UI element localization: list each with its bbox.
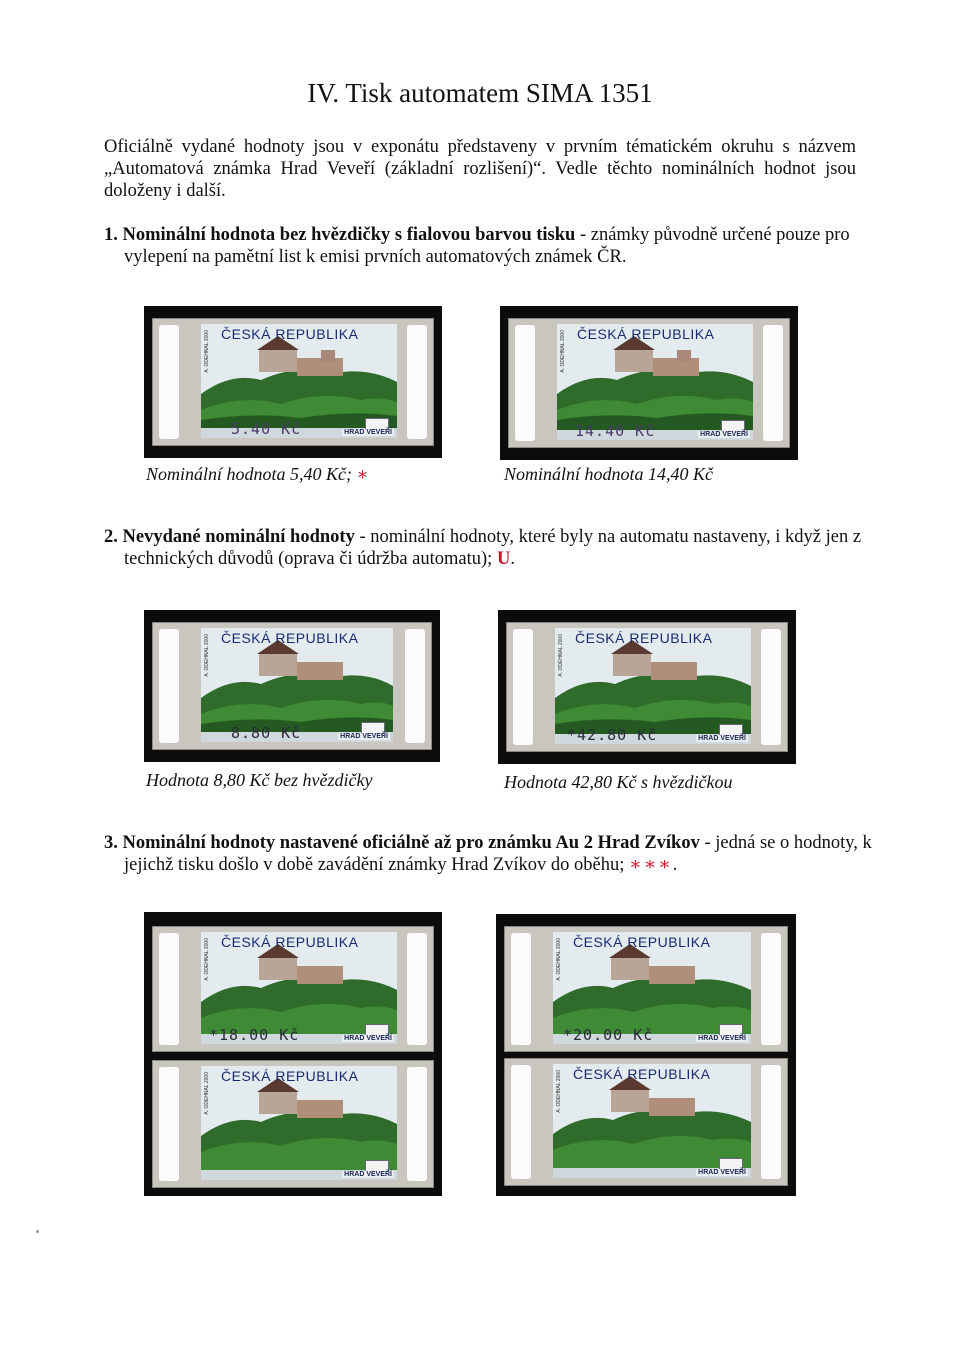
designer-text: A. ODEHNAL 2000 bbox=[560, 330, 566, 373]
section-1-heading: Nominální hodnota bez hvězdičky s fialovou barvou tisku bbox=[122, 225, 576, 245]
stamp-hrad-veveri bbox=[201, 1066, 397, 1180]
section-3 bbox=[104, 832, 876, 876]
stamp-strip bbox=[152, 926, 434, 1052]
stamp-place-label: HRAD VEVEŘÍ bbox=[344, 1171, 392, 1178]
stamp-mount-3 bbox=[144, 610, 440, 762]
blank-margin bbox=[761, 1065, 781, 1179]
caption-2: Nominální hodnota 14,40 Kč bbox=[504, 464, 714, 484]
stamp-place-label: HRAD VEVEŘÍ bbox=[698, 1169, 746, 1176]
designer-text: A. ODEHNAL 2000 bbox=[558, 634, 564, 677]
stamp-country-label: ČESKÁ REPUBLIKA bbox=[221, 934, 359, 950]
blank-margin bbox=[159, 1067, 179, 1181]
section-1-text: - známky původně určené pouze pro vylepení na pamětní list k emisi prvních automatových známek ČR. bbox=[124, 225, 850, 267]
stamp-place-label: HRAD VEVEŘÍ bbox=[344, 429, 392, 436]
stamp-value: *20.00 Kč bbox=[563, 1026, 654, 1044]
blank-margin bbox=[407, 325, 427, 439]
stamp-place-label: HRAD VEVEŘÍ bbox=[698, 1035, 746, 1042]
blank-margin bbox=[511, 1065, 531, 1179]
section-3-heading: Nominální hodnoty nastavené oficiálně až pro známku Au 2 Hrad Zvíkov bbox=[122, 833, 700, 853]
blank-margin bbox=[761, 933, 781, 1045]
designer-text: A. ODEHNAL 2000 bbox=[204, 938, 210, 981]
blank-margin bbox=[159, 325, 179, 439]
stamp-value: 14.40 Kč bbox=[575, 422, 656, 440]
stamp-place-label: HRAD VEVEŘÍ bbox=[698, 735, 746, 742]
stamp-strip bbox=[504, 926, 788, 1052]
stamp-strip bbox=[152, 318, 434, 446]
stamp-place-label: HRAD VEVEŘÍ bbox=[700, 431, 748, 438]
blank-margin bbox=[515, 325, 535, 441]
stamp-place-label: HRAD VEVEŘÍ bbox=[340, 733, 388, 740]
section-2-tail: . bbox=[510, 549, 515, 569]
paper-speck bbox=[36, 1230, 39, 1233]
stamp-value: 8.80 Kč bbox=[231, 724, 302, 742]
stamp-mount-4 bbox=[498, 610, 796, 764]
section-2-number: 2. bbox=[104, 527, 118, 547]
section-2-heading: Nevydané nominální hodnoty bbox=[122, 527, 355, 547]
stamp-place-label: HRAD VEVEŘÍ bbox=[344, 1035, 392, 1042]
stamp-country-label: ČESKÁ REPUBLIKA bbox=[221, 630, 359, 646]
stamp-value: *42.80 Kč bbox=[567, 726, 658, 744]
intro-paragraph: Oficiálně vydané hodnoty jsou v exponátu představeny v prvním tématickém okruhu s názvem „Automatová známka Hrad Veveří (základní rozlišení)“. Vedle těchto nominálních hodnot jsou doloženy i další. bbox=[104, 137, 856, 201]
section-2 bbox=[104, 526, 876, 570]
blank-margin bbox=[405, 629, 425, 743]
stamp-mount-1 bbox=[144, 306, 442, 458]
stamp-strip bbox=[506, 622, 788, 752]
stamp-hrad-veveri bbox=[553, 1064, 751, 1178]
section-3-tail: . bbox=[672, 855, 678, 875]
stamp-hrad-veveri bbox=[555, 628, 751, 744]
stamp-country-label: ČESKÁ REPUBLIKA bbox=[573, 1066, 711, 1082]
caption-1 bbox=[146, 464, 369, 485]
caption-4: Hodnota 42,80 Kč s hvězdičkou bbox=[504, 772, 733, 792]
blank-margin bbox=[761, 629, 781, 745]
designer-text: A. ODEHNAL 2000 bbox=[556, 938, 562, 981]
stamp-hrad-veveri bbox=[201, 932, 397, 1044]
stamp-country-label: ČESKÁ REPUBLIKA bbox=[573, 934, 711, 950]
stamp-country-label: ČESKÁ REPUBLIKA bbox=[577, 326, 715, 342]
stamp-hrad-veveri bbox=[557, 324, 753, 440]
section-1 bbox=[104, 224, 876, 268]
stamp-value: 5.40 Kč bbox=[231, 420, 302, 438]
blank-margin bbox=[407, 933, 427, 1045]
blank-margin bbox=[159, 933, 179, 1045]
designer-text: A. ODEHNAL 2000 bbox=[204, 634, 210, 677]
designer-text: A. ODEHNAL 2000 bbox=[204, 1072, 210, 1115]
stamp-strip bbox=[152, 622, 432, 750]
stamp-value: *18.00 Kč bbox=[209, 1026, 300, 1044]
stamp-strip bbox=[504, 1058, 788, 1186]
stamp-hrad-veveri bbox=[201, 324, 397, 438]
stamp-country-label: ČESKÁ REPUBLIKA bbox=[221, 1068, 359, 1084]
stamp-mount-2 bbox=[500, 306, 798, 460]
unissued-mark: U bbox=[496, 549, 511, 569]
caption-1-text: Nominální hodnota 5,40 Kč; bbox=[146, 464, 357, 484]
designer-text: A. ODEHNAL 2000 bbox=[556, 1070, 562, 1113]
page-title: IV. Tisk automatem SIMA 1351 bbox=[307, 78, 653, 108]
blank-margin bbox=[511, 933, 531, 1045]
designer-text: A. ODEHNAL 2000 bbox=[204, 330, 210, 373]
section-3-number: 3. bbox=[104, 833, 118, 853]
stamp-country-label: ČESKÁ REPUBLIKA bbox=[575, 630, 713, 646]
section-1-number: 1. bbox=[104, 225, 118, 245]
stamp-hrad-veveri bbox=[553, 932, 751, 1044]
blank-margin bbox=[159, 629, 179, 743]
stamp-strip bbox=[152, 1060, 434, 1188]
star-mark: ∗ bbox=[356, 464, 369, 484]
stamp-strip bbox=[508, 318, 790, 448]
stamp-mount-pair-1 bbox=[144, 912, 442, 1196]
stamp-hrad-veveri bbox=[201, 628, 393, 742]
stamp-country-label: ČESKÁ REPUBLIKA bbox=[221, 326, 359, 342]
blank-margin bbox=[513, 629, 533, 745]
caption-3: Hodnota 8,80 Kč bez hvězdičky bbox=[146, 770, 373, 790]
blank-margin bbox=[763, 325, 783, 441]
section-2-text: - nominální hodnoty, které byly na automatu nastaveny, i když jen z technických důvodů (oprava či údržba automatu); bbox=[124, 527, 862, 569]
triple-star-mark: ∗∗∗ bbox=[629, 855, 673, 875]
blank-margin bbox=[407, 1067, 427, 1181]
section-3-text: - jedná se o hodnoty, k jejichž tisku došlo v době zavádění známky Hrad Zvíkov do oběhu; bbox=[124, 833, 872, 875]
stamp-mount-pair-2 bbox=[496, 914, 796, 1196]
